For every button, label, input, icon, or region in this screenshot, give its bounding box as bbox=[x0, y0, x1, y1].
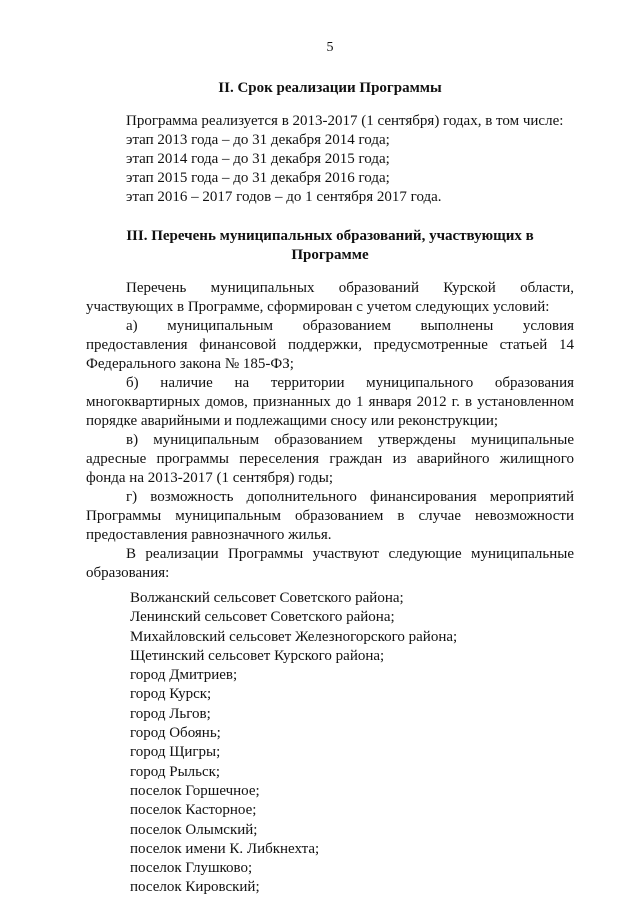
section-2-lines bbox=[86, 112, 574, 207]
list-item: Ленинский сельсовет Советского района; bbox=[130, 609, 395, 626]
condition-a: а) муниципальным образованием выполнены условия предоставления финансовой поддержки, предусмотренные статьей 14 Федерального закона № 185-ФЗ; bbox=[86, 318, 574, 372]
condition-v: в) муниципальным образованием утверждены муниципальные адресные программы переселения граждан из аварийного жилищного фонда на 2013-2017 (1 сентября) годы; bbox=[86, 432, 574, 486]
condition-b: б) наличие на территории муниципального образования многоквартирных домов, признанных до 1 января 2012 г. в установленном порядке аварийными и подлежащими сносу или реконструкции; bbox=[86, 375, 574, 429]
condition-g: г) возможность дополнительного финансирования мероприятий Программы муниципальным образованием в случае невозможности предоставления равнозначного жилья. bbox=[86, 489, 574, 543]
section-3 bbox=[86, 227, 574, 898]
section-3-title-line2: Программе bbox=[291, 247, 369, 263]
list-item: город Щигры; bbox=[130, 744, 221, 761]
municipalities-list bbox=[130, 589, 574, 898]
term-line: Программа реализуется в 2013-2017 (1 сентября) годах, в том числе: bbox=[126, 113, 564, 129]
list-item: поселок Горшечное; bbox=[130, 782, 260, 799]
section-2-title: II. Срок реализации Программы bbox=[218, 80, 442, 96]
stage-line: этап 2015 года – до 31 декабря 2016 года; bbox=[126, 170, 390, 186]
list-item: город Дмитриев; bbox=[130, 667, 238, 684]
section-3-title bbox=[86, 227, 574, 265]
list-item: город Обоянь; bbox=[130, 725, 221, 742]
list-item: поселок Олымский; bbox=[130, 821, 258, 838]
list-item: поселок Касторное; bbox=[130, 802, 257, 819]
list-item: город Льгов; bbox=[130, 705, 211, 722]
participants-intro: В реализации Программы участвуют следующие муниципальные образования: bbox=[86, 546, 574, 581]
list-item: поселок Кировский; bbox=[130, 879, 260, 896]
stage-line: этап 2014 года – до 31 декабря 2015 года; bbox=[126, 151, 390, 167]
section-2 bbox=[86, 79, 574, 207]
section-3-intro: Перечень муниципальных образований Курской области, участвующих в Программе, сформирован с учетом следующих условий: bbox=[86, 280, 574, 315]
stage-line: этап 2016 – 2017 годов – до 1 сентября 2017 года. bbox=[126, 189, 442, 205]
document-page bbox=[86, 38, 574, 898]
list-item: Михайловский сельсовет Железногорского района; bbox=[130, 628, 458, 645]
page-number: 5 bbox=[326, 40, 334, 55]
list-item: Щетинский сельсовет Курского района; bbox=[130, 647, 385, 664]
section-3-title-line1: III. Перечень муниципальных образований, участвующих в bbox=[126, 228, 534, 244]
list-item: город Курск; bbox=[130, 686, 212, 703]
list-item: поселок имени К. Либкнехта; bbox=[130, 840, 320, 857]
list-item: Волжанский сельсовет Советского района; bbox=[130, 590, 404, 606]
stage-line: этап 2013 года – до 31 декабря 2014 года; bbox=[126, 132, 390, 148]
list-item: поселок Глушково; bbox=[130, 860, 253, 877]
list-item: город Рыльск; bbox=[130, 763, 221, 780]
